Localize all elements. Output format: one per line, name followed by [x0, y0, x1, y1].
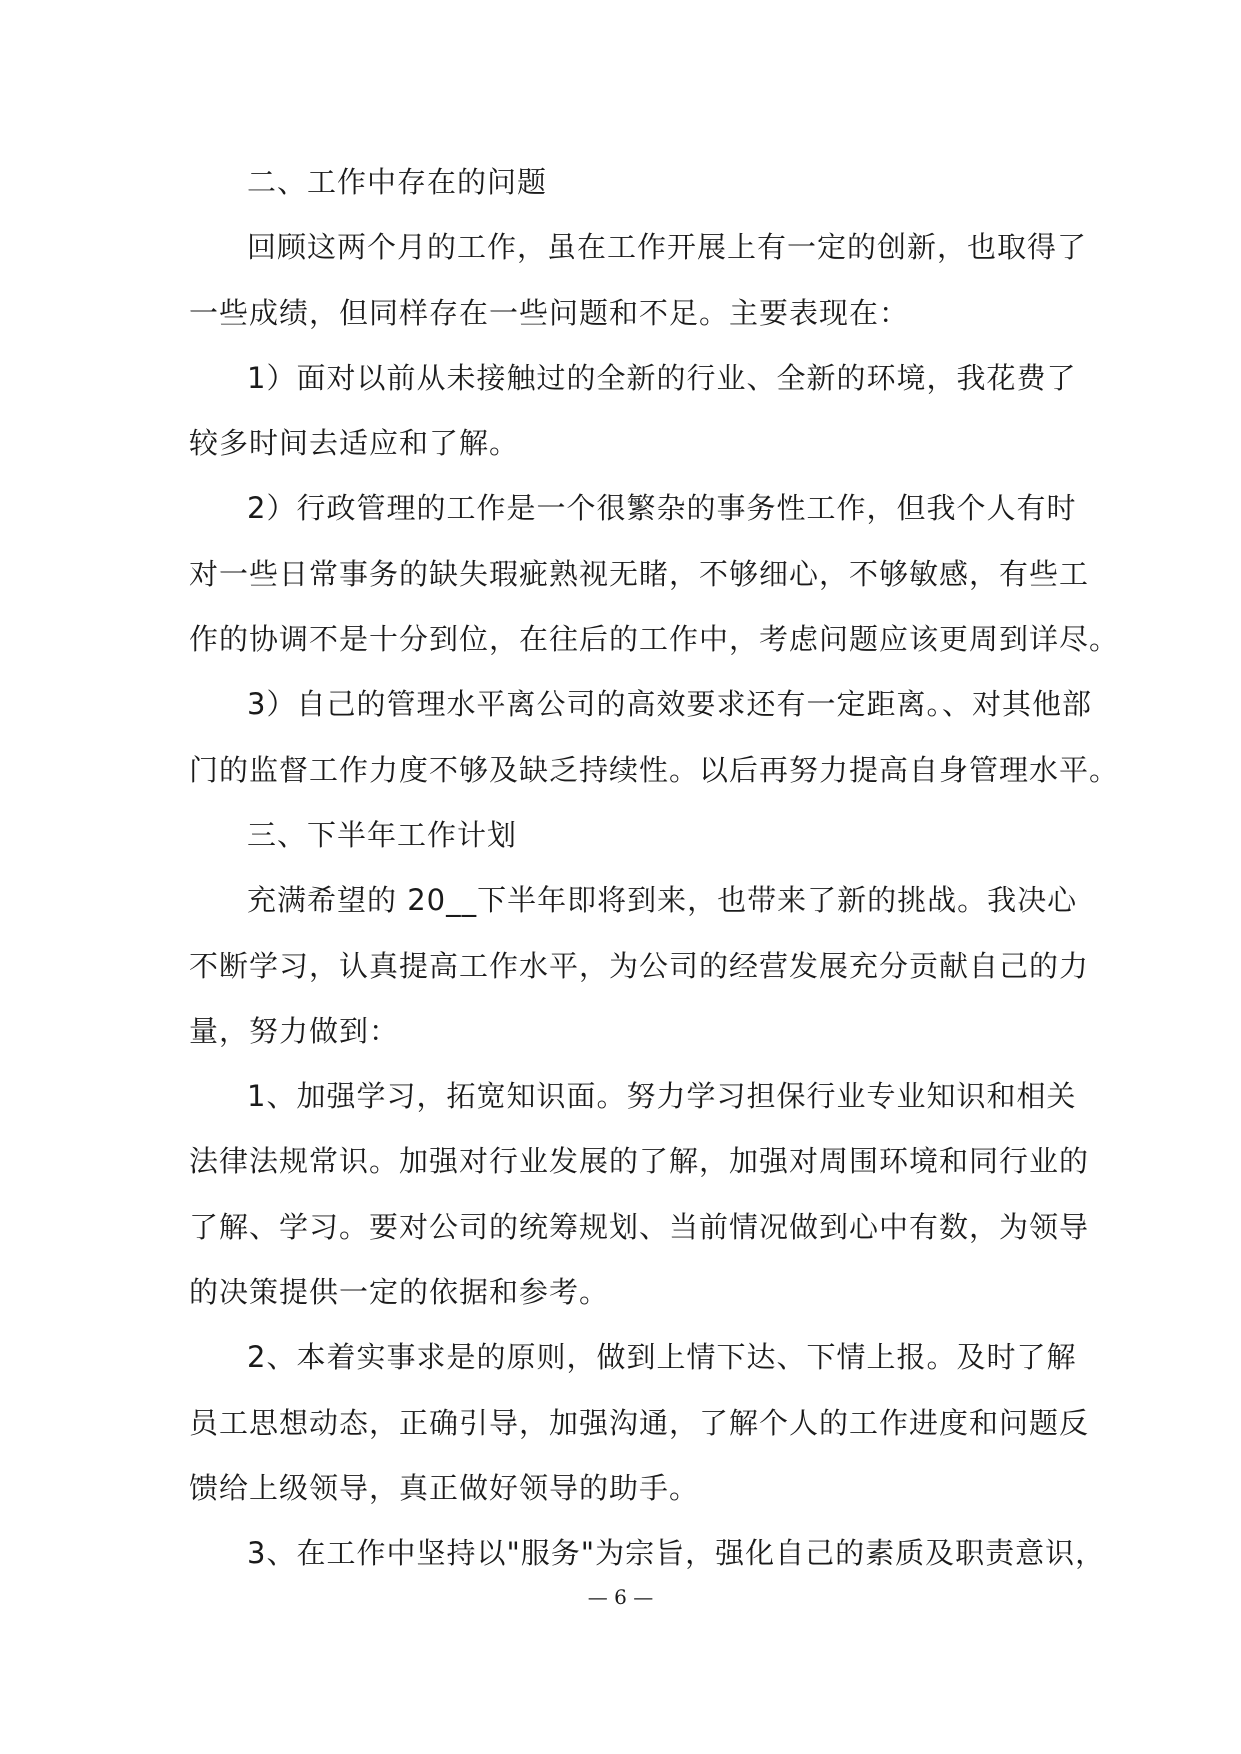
paragraph-line: 员工思想动态，正确引导，加强沟通，了解个人的工作进度和问题反 — [189, 1405, 1090, 1440]
paragraph-line: 了解、学习。要对公司的统筹规划、当前情况做到心中有数，为领导 — [189, 1209, 1090, 1244]
paragraph-line: 门的监督工作力度不够及缺乏持续性。以后再努力提高自身管理水平。 — [189, 752, 1120, 787]
paragraph-line: 2）行政管理的工作是一个很繁杂的事务性工作，但我个人有时 — [247, 491, 1077, 526]
section-heading-plan: 三、下半年工作计划 — [247, 817, 518, 852]
paragraph-line: 1）面对以前从未接触过的全新的行业、全新的环境，我花费了 — [247, 360, 1077, 395]
paragraph-line: 馈给上级领导，真正做好领导的助手。 — [189, 1470, 700, 1505]
paragraph-line: 作的协调不是十分到位，在往后的工作中，考虑问题应该更周到详尽。 — [189, 622, 1120, 657]
paragraph-line: 回顾这两个月的工作，虽在工作开展上有一定的创新，也取得了 — [247, 230, 1088, 265]
paragraph-line: 3）自己的管理水平离公司的高效要求还有一定距离。、对其他部 — [247, 687, 1092, 722]
page-number: — 6 — — [587, 1585, 654, 1609]
paragraph-line: 充满希望的 20__下半年即将到来，也带来了新的挑战。我决心 — [247, 883, 1078, 918]
paragraph-line: 3、在工作中坚持以"服务"为宗旨，强化自己的素质及职责意识， — [247, 1536, 1106, 1571]
paragraph-line: 1、加强学习，拓宽知识面。努力学习担保行业专业知识和相关 — [247, 1079, 1077, 1114]
paragraph-line: 2、本着实事求是的原则，做到上情下达、下情上报。及时了解 — [247, 1340, 1077, 1375]
paragraph-line: 的决策提供一定的依据和参考。 — [189, 1275, 610, 1310]
paragraph-line: 较多时间去适应和了解。 — [189, 426, 520, 461]
document-body — [189, 150, 1120, 1587]
paragraph-line: 量，努力做到： — [189, 1013, 400, 1048]
section-heading-problems: 二、工作中存在的问题 — [247, 165, 548, 199]
paragraph-line: 不断学习，认真提高工作水平，为公司的经营发展充分贡献自己的力 — [189, 948, 1090, 983]
paragraph-line: 对一些日常事务的缺失瑕疵熟视无睹，不够细心，不够敏感，有些工 — [189, 556, 1090, 591]
paragraph-line: 一些成绩，但同样存在一些问题和不足。主要表现在： — [189, 295, 910, 330]
paragraph-line: 法律法规常识。加强对行业发展的了解，加强对周围环境和同行业的 — [189, 1144, 1090, 1179]
